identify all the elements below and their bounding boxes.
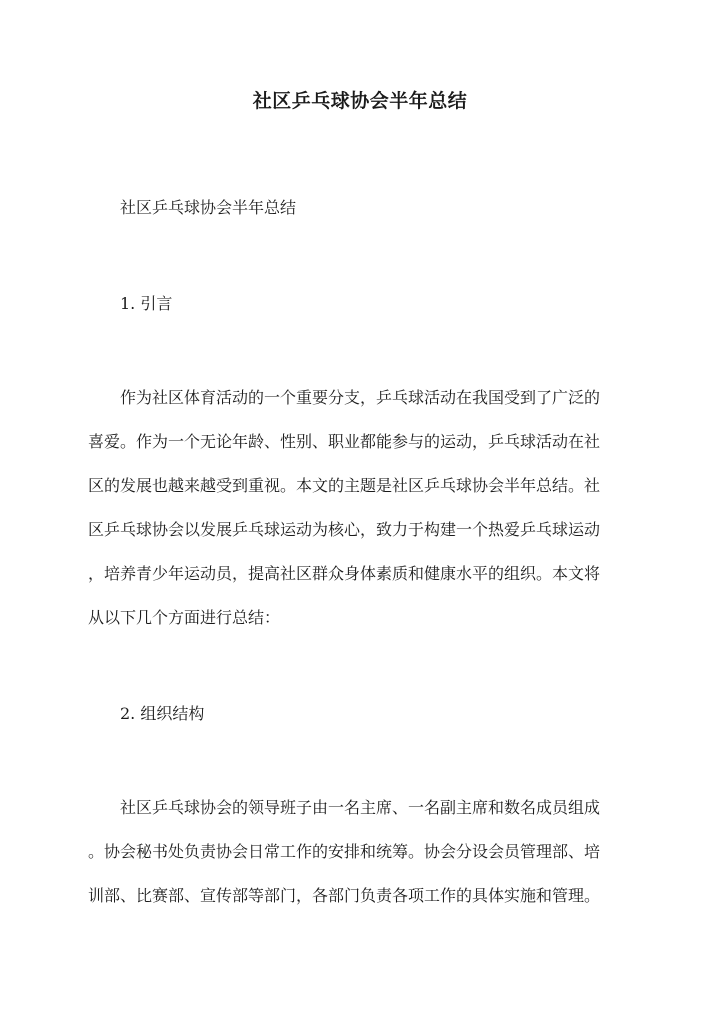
paragraph-line: 喜爱。作为一个无论年龄、性别、职业都能参与的运动，乒乓球活动在社	[88, 432, 601, 451]
document-subtitle: 社区乒乓球协会半年总结	[120, 198, 297, 217]
paragraph-line: 作为社区体育活动的一个重要分支，乒乓球活动在我国受到了广泛的	[120, 388, 601, 407]
paragraph-line: 从以下几个方面进行总结：	[88, 608, 281, 627]
paragraph-line: 区的发展也越来越受到重视。本文的主题是社区乒乓球协会半年总结。社	[88, 476, 601, 495]
paragraph-line: 社区乒乓球协会的领导班子由一名主席、一名副主席和数名成员组成	[120, 798, 601, 817]
section-heading-introduction: 1. 引言	[120, 294, 173, 313]
paragraph-line: 。协会秘书处负责协会日常工作的安排和统筹。协会分设会员管理部、培	[88, 842, 601, 861]
document-title: 社区乒乓球协会半年总结	[252, 90, 468, 112]
paragraph-line: ，培养青少年运动员，提高社区群众身体素质和健康水平的组织。本文将	[88, 564, 601, 583]
paragraph-line: 训部、比赛部、宣传部等部门，各部门负责各项工作的具体实施和管理。	[88, 886, 601, 905]
section-heading-organization: 2. 组织结构	[120, 704, 205, 723]
paragraph-line: 区乒乓球协会以发展乒乓球运动为核心，致力于构建一个热爱乒乓球运动	[88, 520, 601, 539]
